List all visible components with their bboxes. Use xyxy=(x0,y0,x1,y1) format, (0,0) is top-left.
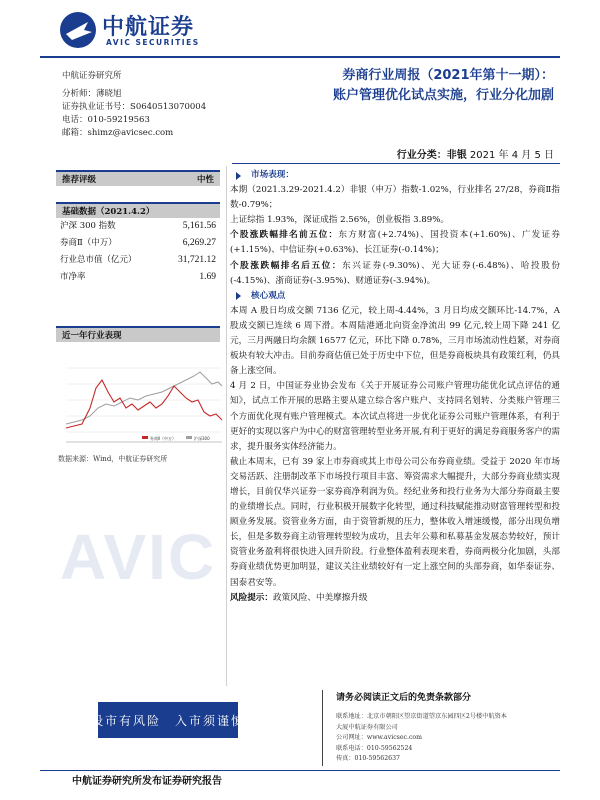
footer-divider xyxy=(322,690,323,766)
rating-label: 推荐评级 xyxy=(62,175,97,185)
paragraph-lead: 个股涨跌幅排名后五位： xyxy=(230,260,343,271)
basic-row-key: 券商Ⅱ（中万） xyxy=(60,238,117,248)
legend-label-brokers: 券商Ⅱ（中万） xyxy=(150,436,176,441)
legend-swatch-brokers xyxy=(142,436,148,439)
risk-text: 政策风险、中美摩擦升级 xyxy=(272,592,368,603)
paragraph: 上证综指 1.93%，深证成指 2.56%，创业板指 3.89%。 xyxy=(230,215,450,226)
section-heading-core xyxy=(236,289,560,304)
paragraph xyxy=(230,228,560,258)
section-title: 核心观点 xyxy=(251,290,286,301)
paragraph: 截止本周末，已有 39 家上市券商或其上市母公司公布券商业绩。受益于 2020 年市场交易活跃、注册制改革下市场投行项目丰富、筹资需求大幅提升，大部分券商业绩实现增长，目前仅华兴证券一家券商净利润为负。经纪业务和投行业务为大部分券商最主要的业绩增长点。同时，行业积极开展数字化转型，通过科技赋能推动财富管理转型和投顾业务发展。资管业务方面，由于资管新规的压力，整体收入增速缓慢，部分出现负增长，但是多数券商主动管理转型较为成功，且去年公募和私募基金发展态势较好，预计资管业务盈利将很快进入回升阶段。行业整体盈利表现来看，券商两极分化加剧，头部券商业绩优势更加明显，建议关注业绩较好有一定上涨空间的头部券商，如华泰证券、国泰君安等。 xyxy=(230,456,560,588)
analyst-info xyxy=(62,70,206,140)
report-body xyxy=(230,168,560,606)
industry-label: 行业分类：非银 xyxy=(396,150,467,161)
basic-row-value: 5,161.56 xyxy=(182,221,216,231)
risk-slogan: 股市有风险 入市须谨慎 xyxy=(98,702,238,738)
avic-watermark: AVIC xyxy=(60,521,217,593)
basic-row-key: 行业总市值（亿元） xyxy=(60,255,137,265)
contact-address: 联系地址：北京市朝阳区望京街道望京东园四区2号楼中航资本 xyxy=(336,713,507,720)
logo-en-text: AVIC SECURITIES xyxy=(106,38,200,47)
section-heading-market xyxy=(236,168,560,183)
company-logo xyxy=(58,8,208,50)
analyst-name: 分析师：薄晓旭 xyxy=(62,89,122,99)
analyst-email[interactable]: 邮箱：shimz@avicsec.com xyxy=(62,128,174,138)
research-institute: 中航证券研究所 xyxy=(62,71,122,81)
legend-swatch-sh300 xyxy=(186,436,192,439)
basic-row-value: 31,721.12 xyxy=(178,255,216,265)
performance-chart xyxy=(56,358,224,450)
section-title: 市场表现： xyxy=(251,170,294,180)
paragraph: 本期（2021.3.29-2021.4.2）非银（申万）指数-1.02%，行业排名 27/28，券商Ⅱ指数-0.79%； xyxy=(230,185,560,211)
performance-header: 近一年行业表现 xyxy=(56,326,220,342)
risk-label: 风险提示： xyxy=(230,592,273,603)
left-sidebar xyxy=(56,170,220,342)
basic-row-key: 沪深 300 指数 xyxy=(60,221,116,231)
header-rule xyxy=(40,56,560,58)
analyst-license: 证券执业证书号：S0640513070004 xyxy=(62,102,207,112)
chart-source: 数据来源：Wind，中航证券研究所 xyxy=(58,455,168,463)
column-divider xyxy=(226,166,227,686)
basic-row-value: 6,269.27 xyxy=(182,238,216,248)
analyst-phone: 电话：010-59219563 xyxy=(62,115,150,125)
avic-logo-icon xyxy=(58,10,98,50)
contact-phone: 联系电话：010-59562524 xyxy=(336,744,413,752)
contact-fax: 传真：010-59562637 xyxy=(336,755,400,762)
paragraph-text: 东方财富(+2.74%)、国投资本(+1.60%)、广发证券(+1.15%)、中信证券(+0.63%)、长江证券(-0.14%)； xyxy=(230,230,560,256)
basic-row-key: 市净率 xyxy=(60,272,86,282)
footer-rule xyxy=(40,770,560,771)
rating-bar xyxy=(56,170,220,186)
section-rule xyxy=(232,163,560,164)
basic-row xyxy=(56,269,220,286)
report-title-line1: 券商行业周报（2021年第十一期）： xyxy=(342,68,554,83)
paragraph: 4 月 2 日，中国证券业协会发布《关于开展证券公司账户管理功能优化试点评估的通知》，试点工作开展的思路主要从建立综合客户账户、支持同名划转、分类账户管理三个方面优化现有账户管理模式。本次试点将进一步优化证券公司账户管理体系，有利于更好的实现以客户为中心的财富管理转型业务开展,有利于更好的满足券商服务客户的需求，提升服务实体经济能力。 xyxy=(230,381,560,452)
basic-data-table xyxy=(56,218,220,286)
logo-cn-text: 中航证券 xyxy=(102,15,195,40)
paragraph-text: 东兴证券(-9.30%)、光大证券(-6.48%)、哈投股份(-4.15%)、浙商证券(-3.95%)、财通证券(-3.94%)。 xyxy=(230,260,560,286)
basic-row xyxy=(56,252,220,269)
basic-row xyxy=(56,235,220,252)
basic-row xyxy=(56,218,220,235)
paragraph: 本周 A 股日均成交额 7136 亿元，较上周-4.44%，3 月日均成交额环比-14.7%，A 股成交额已连续 6 周下滑。本周陆港通北向资金净流出 99 亿元,较上周下降 241 亿元，三月两融日均余额 16577 亿元，环比下降 0.78%，三月市场流动性趋紧，对券商板块有较大冲击。目前券商估值已处于历史中下位，但是券商板块具有政策红利，仍具备上涨空间。 xyxy=(230,305,560,377)
paragraph xyxy=(230,259,560,289)
rating-value: 中性 xyxy=(196,175,214,185)
triangle-bullet-icon xyxy=(236,292,241,300)
basic-data-header: 基础数据（2021.4.2） xyxy=(56,202,220,218)
paragraph-lead: 个股涨跌幅排名前五位： xyxy=(230,230,339,241)
publisher-line: 中航证券研究所发布证券研究报告 xyxy=(72,776,222,787)
contact-address-2: 大厦中航证券有限公司 xyxy=(336,723,398,731)
basic-row-value: 1.69 xyxy=(199,272,216,282)
contact-website[interactable]: 公司网址：www.avicsec.com xyxy=(336,734,423,741)
report-date: 2021 年 4 月 5 日 xyxy=(469,150,554,161)
contact-info xyxy=(336,712,507,765)
report-title-line2: 账户管理优化试点实施，行业分化加剧 xyxy=(332,88,554,103)
industry-classification xyxy=(397,146,554,161)
risk-warning xyxy=(230,591,560,606)
disclaimer-notice: 请务必阅读正文后的免责条款部分 xyxy=(336,693,472,703)
triangle-bullet-icon xyxy=(236,172,241,180)
legend-label-sh300: 沪深300 xyxy=(194,436,210,441)
